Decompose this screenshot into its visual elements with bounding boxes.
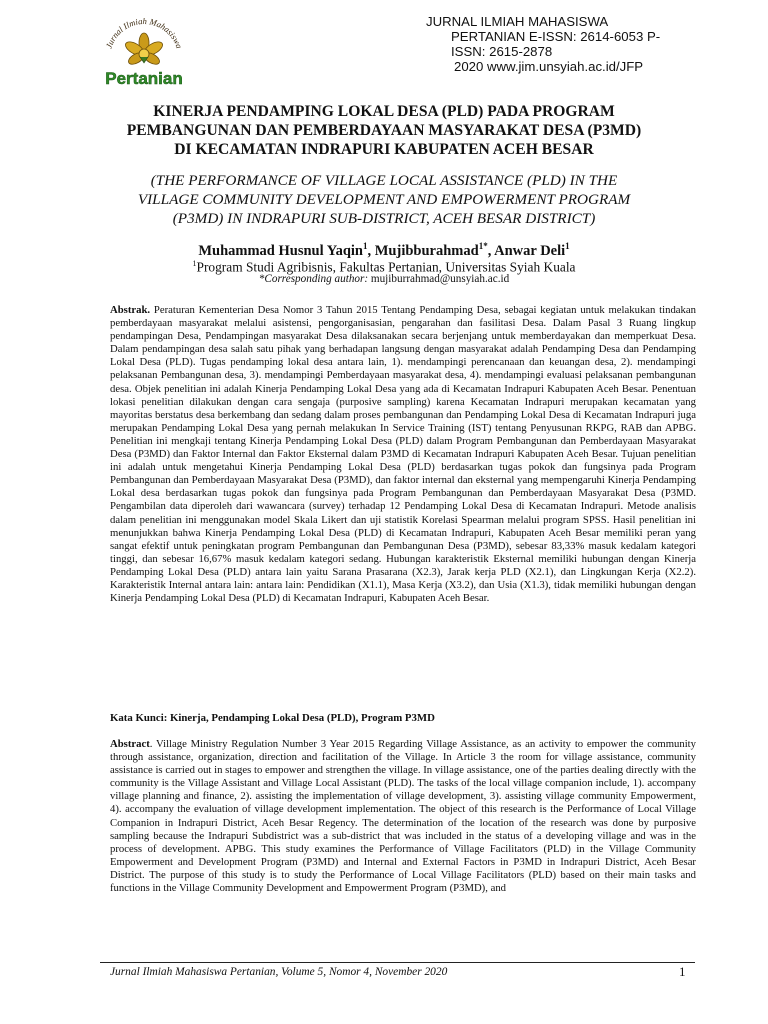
paper-title	[80, 102, 688, 159]
affiliation-text: Program Studi Agribisnis, Fakultas Pertanian, Universitas Syiah Kuala	[196, 259, 576, 275]
author-2-affil: 1*	[478, 241, 488, 251]
footer-rule	[100, 962, 695, 963]
subtitle-line-3: (P3MD) IN INDRAPURI SUB-DISTRICT, ACEH BESAR DISTRICT)	[172, 210, 596, 227]
title-line-2: PEMBANGUNAN DAN PEMBERDAYAAN MASYARAKAT DESA (P3MD)	[126, 122, 642, 139]
title-line-3: DI KECAMATAN INDRAPURI KABUPATEN ACEH BESAR	[174, 141, 594, 158]
author-2: Mujibburahmad	[374, 242, 479, 259]
abstract-indonesian	[110, 304, 696, 605]
paper-subtitle-english	[80, 171, 688, 228]
corresponding-label: *Corresponding author:	[258, 273, 369, 285]
flower-icon	[123, 33, 164, 67]
keywords: Kata Kunci: Kinerja, Pendamping Lokal Desa (PLD), Program P3MD	[110, 712, 435, 724]
footer-citation: Jurnal Ilmiah Mahasiswa Pertanian, Volume 5, Nomor 4, November 2020	[110, 966, 448, 978]
abstract-label: Abstract	[110, 738, 150, 750]
journal-logo	[98, 6, 190, 92]
abstrak-body: Peraturan Kementerian Desa Nomor 3 Tahun 2015 Tentang Pendamping Desa, sebagai kegiatan untuk melakukan tindakan pemberdayaan masyarakat melalui asistensi, pengorganisasian, pengarahan dan fasilitasi Desa. Dalam Pasal 3 Ruang lingkup pendampingan Desa, Pendampingan masyarakat Desa dilaksanakan secara berjenjang untuk memberdayakan dan memperkuat Desa. Dalam pendampingan desa salah satu pihak yang berhadapan langsung dengan masyarakat adalah Pendamping Desa dan Pendamping Lokal Desa (PLD). Tugas pendamping lokal desa antara lain, 1). mendampingi perencanaan dan keuangan desa, 2). mendampingi pelaksanan Pembangunan desa, 3). mendampingi Pemberdayaan masyarakat desa, 4). mendampingi evaluasi pelaksanan pembangunan desa. Objek penelitian ini adalah Kinerja Pendamping Lokal Desa yang ada di Kecamatan Indrapuri Kabupaten Aceh Besar. Penentuan lokasi penelitian dilakukan dengan cara sengaja (purposive sampling) karena Kecamatan Indrapuri merupakan kecamatan yang mayoritas berstatus desa berkembang dan sedang dalam proses pembangunan dan Pendamping Lokal Desa di Kecamatan Indrapuri juga merupakan Pendamping Lokal Desa yang pernah melakukan In Service Training (IST) tentang Penyusunan RKPG, RAB dan APBG. Penelitian ini mengkaji tentang Kinerja Pendamping Lokal Desa (PLD) dalam Program Pembangunan dan Pemberdayaan Masyarakat Desa (P3MD) dan Faktor Internal dan Faktor Eksternal dalam P3MD di Kecamatan Indrapuri Kabupaten Aceh Besar. Tujuan penelitian ini adalah untuk mengetahui Kinerja Pendamping Lokal Desa (PLD) berdasarkan tugas pokok dan fungsinya pada Program Pembangunan dan Pemberdayaan Masyarakat Desa (P3MD), dan faktor internal dan eksternal yang mempengaruhi Kinerja Pendamping Lokal desa berdasarkan tugas pokok dan fungsinya pada Program Pembangunan dan Pemberdayaan Masyarakat Desa (P3MD. Pengambilan data diperoleh dari wawancara (survey) terhadap 12 Pendamping Lokal Desa di Kecamatan Indrapuri. Metode analisis dalam penelitian ini menggunakan model Skala Likert dan uji statistik Korelasi Spearman melalui program SPSS. Hasil penelitian ini menunjukkan bahwa Kinerja Pendamping Lokal Desa (PLD) di Kecamatan Indrapuri, Kabupaten Aceh Besar memiliki peran yang sangat efektif untuk peningkatan program Pembangunan dan Pembangunan Desa (P3MD), sebesar 83,33% masuk kedalam kategori tinggi, dan sebesar 16,67% masuk kedalam kategori sedang. Hubungan karakteristik Eksternal memiliki hubungan dengan Kinerja Pendamping Lokal Desa (PLD) antara lain yaitu Sarana Prasarana (X2.3), Jarak kerja PLD (X2.1), dan Lingkungan Kerja (X2.2). Karakteristik Internal antara lain: antara lain: Pendidikan (X1.1), Masa Kerja (X3.2), dan Usia (X1.3), tidak memiliki hubungan dengan Kinerja Pendamping Lokal Desa (PLD) di Kecamatan Indrapuri, Kabupaten Aceh Besar.	[110, 304, 696, 605]
author-3-affil: 1	[565, 241, 570, 251]
journal-name: JURNAL ILMIAH MAHASISWA	[426, 14, 609, 29]
author-1-affil: 1	[362, 241, 368, 251]
issn-line-1: PERTANIAN E-ISSN: 2614-6053 P-	[451, 29, 661, 44]
subtitle-line-1: (THE PERFORMANCE OF VILLAGE LOCAL ASSISTANCE (PLD) IN THE	[150, 172, 618, 189]
author-3: Anwar Deli	[494, 242, 566, 259]
corresponding-author	[60, 273, 708, 286]
author-separator: ,	[367, 242, 375, 259]
title-line-1: KINERJA PENDAMPING LOKAL DESA (PLD) PADA PROGRAM	[153, 103, 615, 120]
year-url: 2020 www.jim.unsyiah.ac.id/JFP	[454, 59, 644, 74]
abstrak-label: Abstrak.	[110, 304, 151, 316]
page-number: 1	[679, 964, 686, 979]
subtitle-line-2: VILLAGE COMMUNITY DEVELOPMENT AND EMPOWERMENT PROGRAM	[137, 191, 631, 208]
affiliation-marker: 1	[192, 259, 197, 268]
corresponding-email: mujiburrahmad@unsyiah.ac.id	[368, 273, 510, 285]
author-1: Muhammad Husnul Yaqin	[198, 242, 363, 259]
abstract-english	[110, 738, 696, 895]
issn-line-2: ISSN: 2615-2878	[451, 44, 553, 59]
journal-header	[426, 14, 726, 74]
logo-arc-text: Jurnal Ilmiah Mahasiswa	[103, 15, 185, 50]
abstract-body: . Village Ministry Regulation Number 3 Year 2015 Regarding Village Assistance, as an activity to empower the community through assistance, organization, direction and facilitation of the Village. In Article 3 the room for village assistance, community assistance is carried out in stages to empower and strengthen the village. In village assistance, one of the parties dealing directly with the community is the Village Assistant and Village Local Assistant (PLD). The tasks of the local village companion include, 1). accompany village planning and finance, 2). assisting the implementation of village development, 3). assisting village community Empowerment, 4). accompany the evaluation of village development implementation. The object of this research is the Performance of Local Village Companion in Indrapuri District, Aceh Besar Regency. The determination of the location of the research was done by purposive sampling because the Indrapuri Subdistrict was a sub-district that was included in the status of a developing village and was in the process of development. APBG. This study examines the Performance of Village Facilitators (PLD) in the Village Community Empowerment and Development Program (P3MD) and Internal and External Factors in P3MD in Indrapuri District, Aceh Besar District. The purpose of this study is to study the Performance of Local Village Facilitators (PLD) based on their main tasks and functions in the Village Community Development and Empowerment Program (P3MD), and	[110, 738, 696, 895]
author-separator: ,	[487, 242, 495, 259]
logo-word: Pertanian	[105, 69, 183, 88]
